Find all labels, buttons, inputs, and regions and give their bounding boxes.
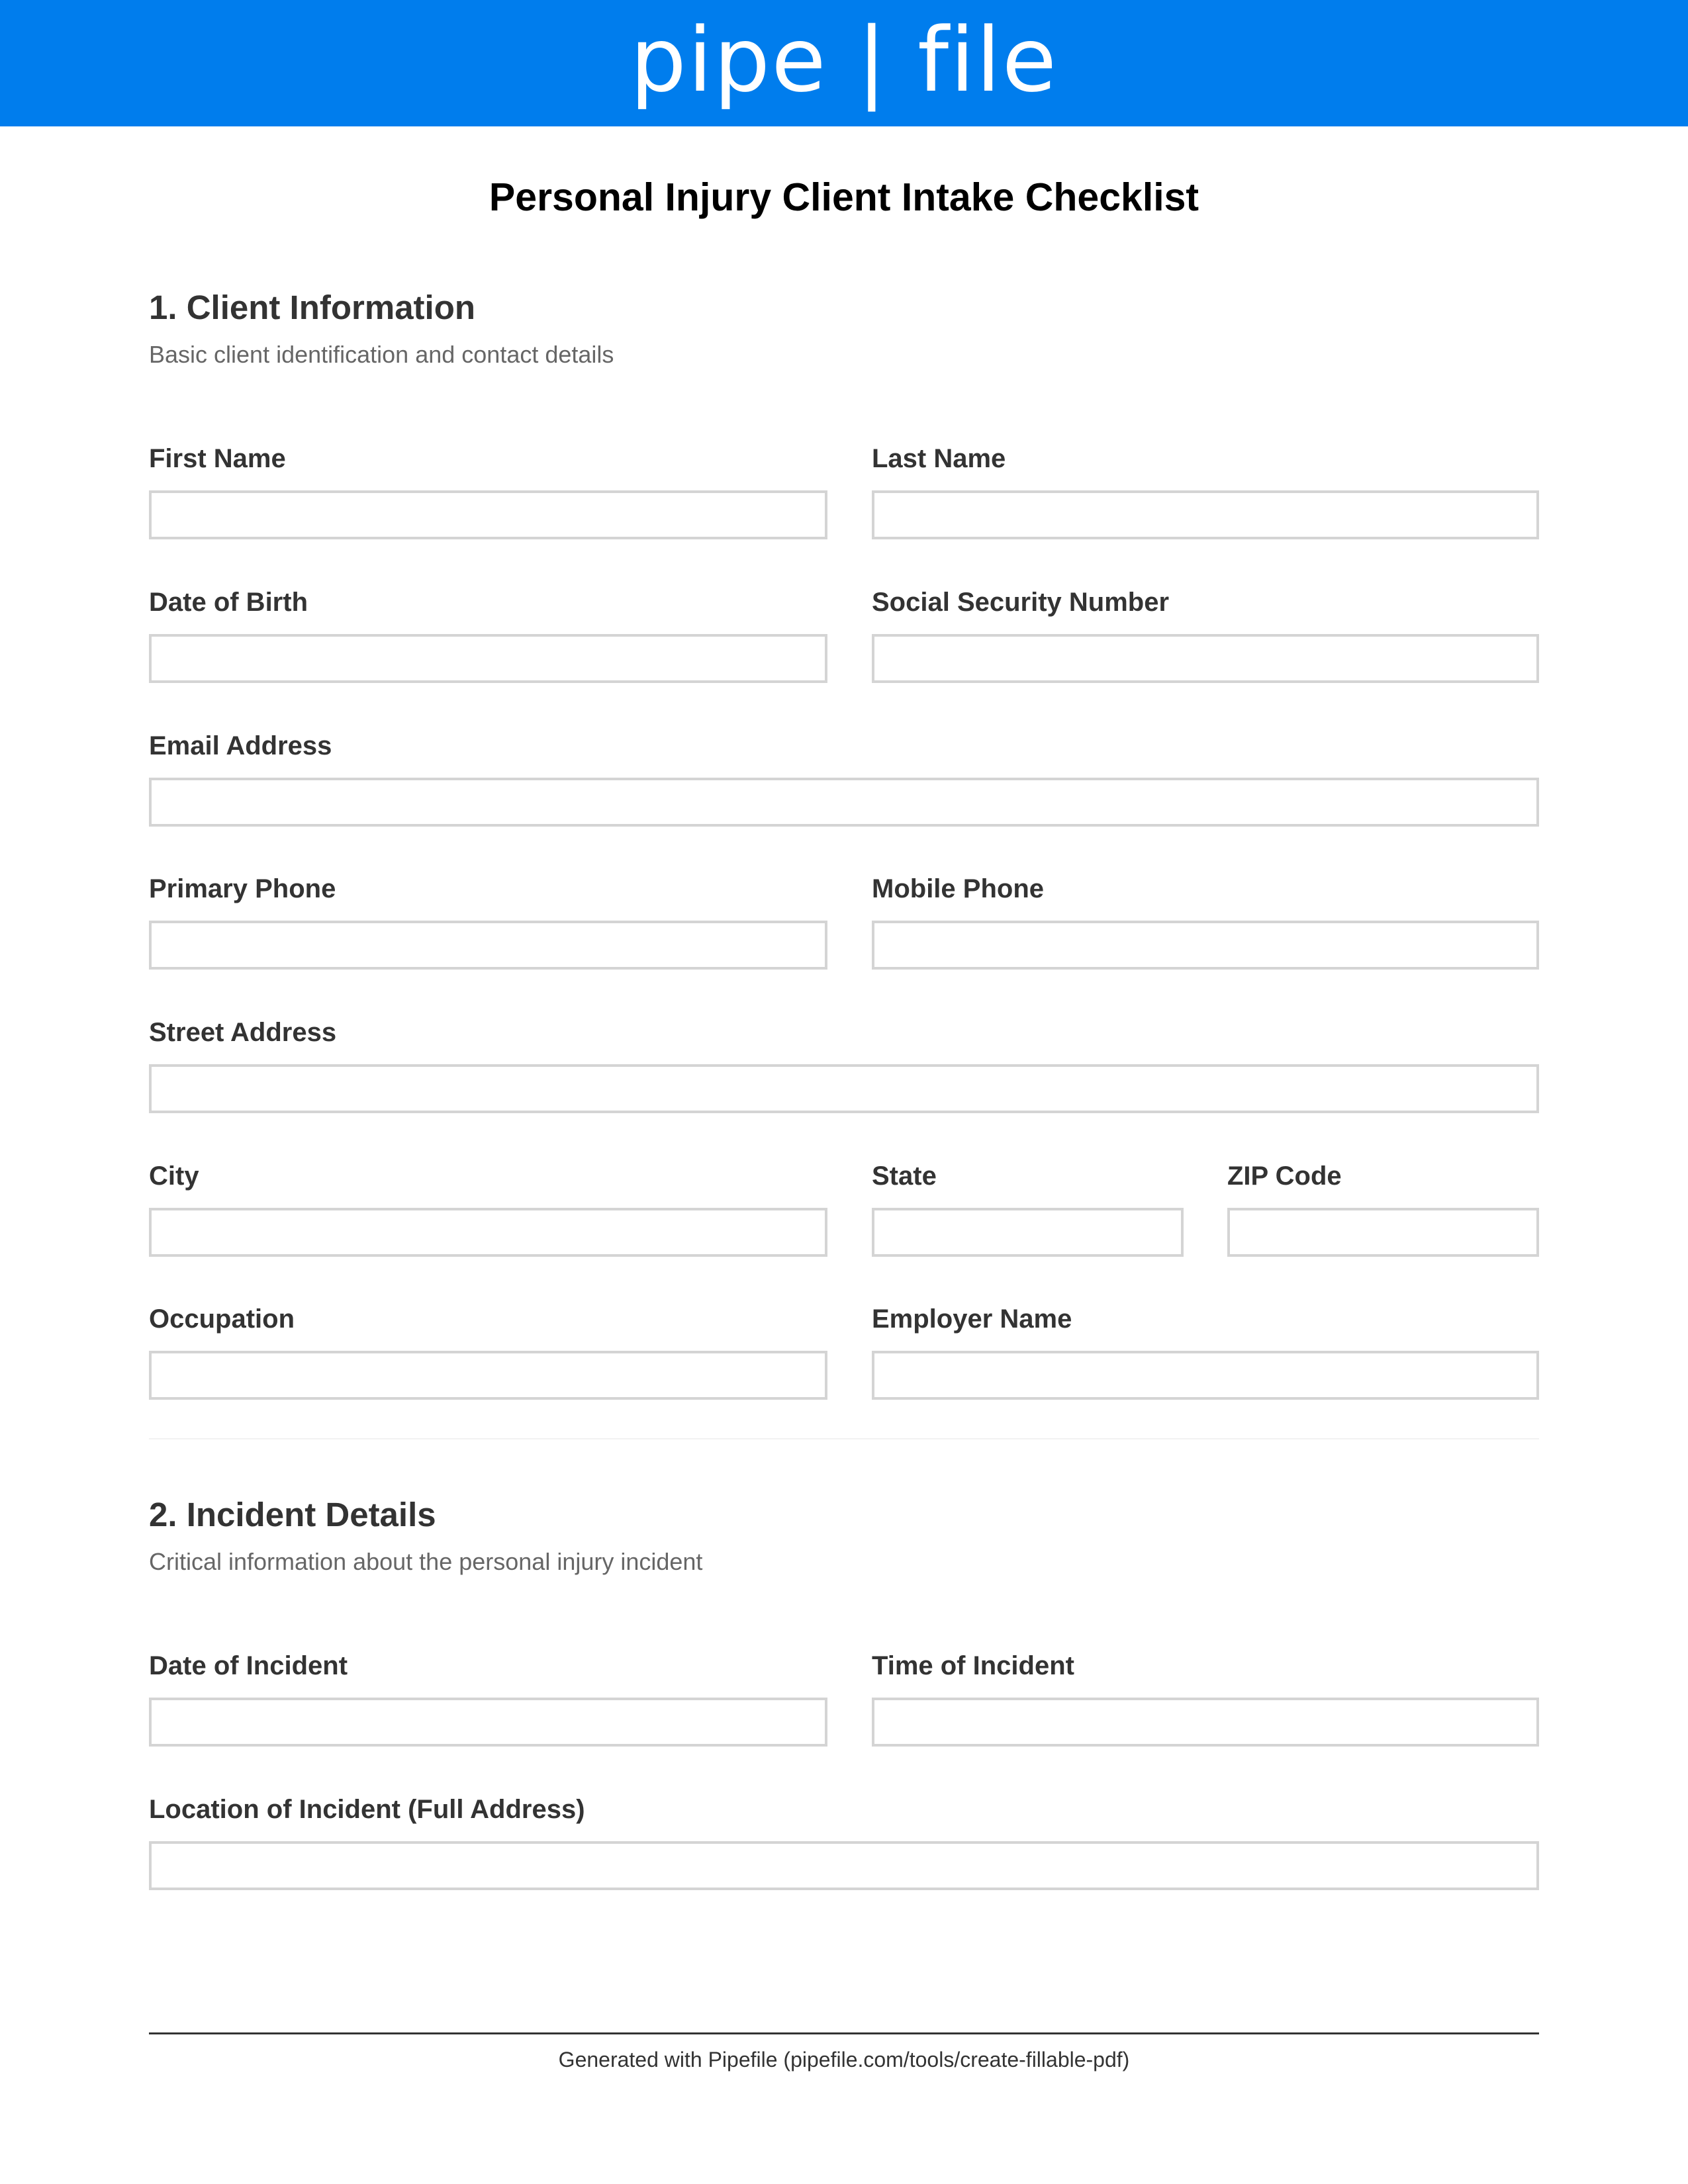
date-of-incident-label: Date of Incident (149, 1651, 348, 1680)
section-description-incident-details: Critical information about the personal injury incident (149, 1548, 703, 1575)
email-address-label: Email Address (149, 731, 332, 760)
zip-code-input[interactable] (1227, 1208, 1539, 1257)
document-title: Personal Injury Client Intake Checklist (489, 175, 1199, 219)
footer-rule (149, 2032, 1539, 2034)
mobile-phone-label: Mobile Phone (872, 874, 1044, 903)
section-divider (149, 1438, 1539, 1439)
state-label: State (872, 1161, 937, 1191)
location-of-incident-input[interactable] (149, 1841, 1539, 1890)
mobile-phone-input[interactable] (872, 921, 1539, 970)
date-of-incident-input[interactable] (149, 1698, 827, 1747)
header-bar (0, 0, 1688, 126)
location-of-incident-label: Location of Incident (Full Address) (149, 1795, 585, 1824)
date-of-birth-label: Date of Birth (149, 588, 308, 617)
section-title-client-information: 1. Client Information (149, 289, 476, 326)
city-label: City (149, 1161, 199, 1191)
street-address-input[interactable] (149, 1064, 1539, 1113)
time-of-incident-input[interactable] (872, 1698, 1539, 1747)
date-of-birth-input[interactable] (149, 634, 827, 683)
time-of-incident-label: Time of Incident (872, 1651, 1074, 1680)
section-description-client-information: Basic client identification and contact details (149, 341, 614, 368)
city-input[interactable] (149, 1208, 827, 1257)
primary-phone-label: Primary Phone (149, 874, 336, 903)
last-name-input[interactable] (872, 490, 1539, 539)
social-security-number-input[interactable] (872, 634, 1539, 683)
occupation-label: Occupation (149, 1304, 295, 1334)
occupation-input[interactable] (149, 1351, 827, 1400)
footer-text: Generated with Pipefile (pipefile.com/tools/create-fillable-pdf) (558, 2048, 1130, 2071)
zip-code-label: ZIP Code (1227, 1161, 1342, 1191)
state-input[interactable] (872, 1208, 1184, 1257)
first-name-input[interactable] (149, 490, 827, 539)
employer-name-input[interactable] (872, 1351, 1539, 1400)
primary-phone-input[interactable] (149, 921, 827, 970)
social-security-number-label: Social Security Number (872, 588, 1170, 617)
email-address-input[interactable] (149, 778, 1539, 827)
street-address-label: Street Address (149, 1018, 337, 1047)
pipefile-logo: pipe | file (630, 9, 1058, 112)
first-name-label: First Name (149, 444, 286, 473)
last-name-label: Last Name (872, 444, 1006, 473)
employer-name-label: Employer Name (872, 1304, 1072, 1334)
section-title-incident-details: 2. Incident Details (149, 1496, 436, 1533)
